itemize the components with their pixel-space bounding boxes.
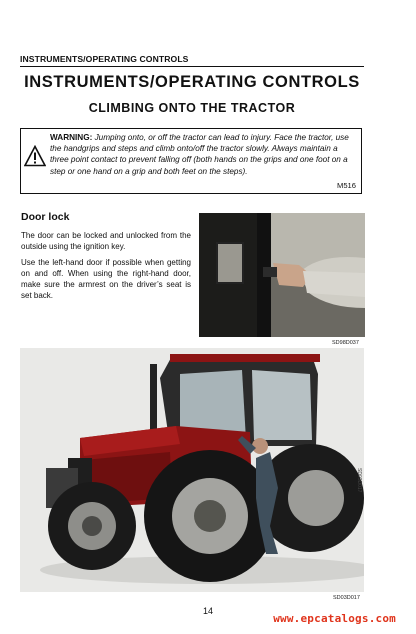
door-lock-photo [199,213,365,337]
door-photo-caption: SD98D037 [332,340,359,346]
door-lock-paragraph-2: Use the left-hand door if possible when getting on and off. When using the right-hand door, make sure the armrest on the driver’s seat is set back. [21,258,191,300]
page-number: 14 [202,606,213,616]
page-title: INSTRUMENTS/OPERATING CONTROLS [24,73,360,91]
warning-box [20,128,362,194]
warning-body: Jumping onto, or off the tractor can lead to injury. Face the tractor, use the handgrips and steps and climb onto/off the tractor slowly. Always maintain a three point contact to prevent falling off (both hands on the grips and one foot on a step or one hand on a grip and both feet on the steps). [50,133,349,176]
tractor-photo-side-code: SD03D017 [356,468,362,493]
tractor-photo [20,348,364,592]
warning-code: M516 [337,181,356,190]
website-watermark[interactable]: www.epcatalogs.com [273,612,396,625]
header-rule [20,66,364,67]
warning-text [50,132,358,177]
door-lock-heading: Door lock [21,211,70,223]
warning-label: WARNING: [50,133,93,142]
page-subtitle: CLIMBING ONTO THE TRACTOR [88,101,296,115]
tractor-photo-caption: SD03D017 [333,595,360,601]
running-header: INSTRUMENTS/OPERATING CONTROLS [20,54,189,64]
warning-triangle-icon [24,145,46,167]
door-lock-paragraph-1: The door can be locked and unlocked from the outside using the ignition key. [21,231,191,251]
